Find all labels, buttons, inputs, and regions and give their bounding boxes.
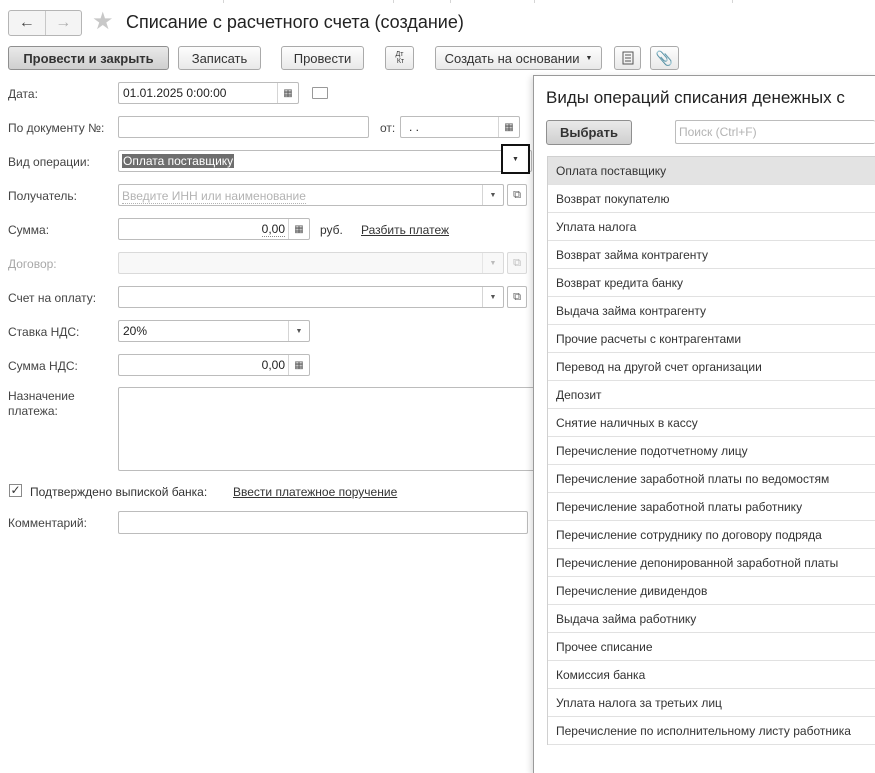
operation-type-dropdown-button[interactable]: [501, 144, 530, 174]
operation-types-list: [547, 156, 875, 745]
list-item[interactable]: Перечисление дивидендов: [548, 577, 875, 605]
save-button[interactable]: Записать: [178, 46, 261, 70]
confirmed-checkbox[interactable]: [9, 484, 22, 497]
list-item[interactable]: Выдача займа работнику: [548, 605, 875, 633]
calculator-icon[interactable]: ▦: [288, 355, 309, 375]
vat-rate-value: 20%: [123, 324, 148, 338]
operation-type-label: Вид операции:: [8, 155, 90, 169]
list-item[interactable]: Возврат покупателю: [548, 185, 875, 213]
list-item[interactable]: Перечисление сотруднику по договору подряда: [548, 521, 875, 549]
doc-date-value: . .: [409, 120, 420, 134]
open-window-icon: ⧉: [513, 290, 521, 303]
doc-number-label: По документу №:: [8, 121, 105, 135]
dropdown-search-placeholder: Поиск (Ctrl+F): [679, 125, 757, 139]
open-recipient-button[interactable]: [507, 184, 527, 206]
list-item[interactable]: Депозит: [548, 381, 875, 409]
select-button[interactable]: Выбрать: [546, 120, 632, 145]
purpose-label-line2: платежа:: [8, 404, 58, 418]
date-label: Дата:: [8, 87, 38, 101]
invoice-label: Счет на оплату:: [8, 291, 97, 305]
dt-kt-icon: Дт Кт: [394, 51, 405, 65]
list-item[interactable]: Комиссия банка: [548, 661, 875, 689]
purpose-textarea[interactable]: [118, 387, 538, 471]
vat-amount-input[interactable]: [118, 354, 310, 376]
recipient-input[interactable]: [118, 184, 504, 206]
date-field[interactable]: [118, 82, 299, 104]
comment-input[interactable]: [118, 511, 528, 534]
list-item[interactable]: Возврат кредита банку: [548, 269, 875, 297]
favorite-star-icon[interactable]: ★: [92, 8, 114, 35]
document-structure-icon: [621, 51, 635, 65]
calendar-icon[interactable]: ▦: [498, 117, 519, 137]
forward-arrow-icon[interactable]: →: [45, 11, 82, 35]
checkmark-icon: ✓: [10, 483, 21, 497]
create-based-on-button[interactable]: [435, 46, 602, 70]
nav-buttons: [8, 10, 82, 36]
vat-rate-select[interactable]: [118, 320, 310, 342]
post-and-close-button[interactable]: Провести и закрыть: [8, 46, 169, 70]
invoice-input[interactable]: [118, 286, 504, 308]
keyboard-icon[interactable]: [312, 87, 328, 99]
list-item[interactable]: Прочее списание: [548, 633, 875, 661]
amount-value: 0,00: [261, 222, 285, 236]
purpose-label-line1: Назначение: [8, 389, 75, 403]
operation-type-select[interactable]: [118, 150, 532, 172]
contract-label: Договор:: [8, 257, 57, 271]
create-based-on-label: Создать на основании: [444, 50, 580, 66]
doc-date-label: от:: [380, 121, 396, 135]
paperclip-icon: 📎: [655, 49, 674, 66]
contract-input: [118, 252, 504, 274]
calendar-icon[interactable]: ▦: [277, 83, 298, 103]
open-window-icon: ⧉: [513, 256, 521, 269]
doc-date-field[interactable]: [400, 116, 520, 138]
confirmed-label: Подтверждено выпиской банка:: [30, 485, 208, 499]
doc-number-input[interactable]: [118, 116, 369, 138]
list-item[interactable]: Снятие наличных в кассу: [548, 409, 875, 437]
open-window-icon: ⧉: [513, 188, 521, 201]
chevron-down-icon: ▼: [585, 54, 593, 62]
operation-type-value: Оплата поставщику: [123, 154, 234, 168]
window-top-border: [0, 0, 875, 3]
dropdown-title: Виды операций списания денежных с: [546, 88, 845, 107]
vat-rate-label: Ставка НДС:: [8, 325, 80, 339]
list-item[interactable]: Перечисление по исполнительному листу работника: [548, 717, 875, 745]
recipient-placeholder: Введите ИНН или наименование: [122, 189, 306, 203]
list-item[interactable]: Уплата налога за третьих лиц: [548, 689, 875, 717]
list-item[interactable]: Перечисление депонированной заработной платы: [548, 549, 875, 577]
dt-kt-button[interactable]: [385, 46, 414, 70]
amount-label: Сумма:: [8, 223, 50, 237]
list-item[interactable]: Уплата налога: [548, 213, 875, 241]
open-invoice-button[interactable]: [507, 286, 527, 308]
dropdown-search-input[interactable]: [675, 120, 875, 144]
attach-button[interactable]: [650, 46, 679, 70]
chevron-down-icon[interactable]: ▼: [482, 185, 503, 205]
list-item[interactable]: Перечисление подотчетному лицу: [548, 437, 875, 465]
currency-label: руб.: [320, 223, 343, 237]
back-arrow-icon[interactable]: ←: [18, 14, 35, 31]
calculator-icon[interactable]: ▦: [288, 219, 309, 239]
list-item[interactable]: Возврат займа контрагенту: [548, 241, 875, 269]
vat-amount-label: Сумма НДС:: [8, 359, 78, 373]
chevron-down-icon[interactable]: ▼: [482, 287, 503, 307]
list-item[interactable]: Оплата поставщику: [548, 157, 875, 185]
post-button[interactable]: Провести: [281, 46, 364, 70]
comment-label: Комментарий:: [8, 516, 87, 530]
date-value: 01.01.2025 0:00:00: [123, 86, 227, 100]
chevron-down-icon: ▼: [512, 155, 519, 163]
structure-button[interactable]: [614, 46, 641, 70]
split-payment-link[interactable]: Разбить платеж: [361, 223, 450, 237]
open-contract-button: [507, 252, 527, 274]
list-item[interactable]: Прочие расчеты с контрагентами: [548, 325, 875, 353]
vat-amount-value: 0,00: [261, 358, 285, 372]
chevron-down-icon: ▼: [482, 253, 503, 273]
recipient-label: Получатель:: [8, 189, 77, 203]
chevron-down-icon[interactable]: ▼: [288, 321, 309, 341]
enter-payment-order-link[interactable]: Ввести платежное поручение: [233, 485, 398, 499]
amount-input[interactable]: [118, 218, 310, 240]
list-item[interactable]: Перечисление заработной платы работнику: [548, 493, 875, 521]
list-item[interactable]: Перечисление заработной платы по ведомостям: [548, 465, 875, 493]
list-item[interactable]: Перевод на другой счет организации: [548, 353, 875, 381]
list-item[interactable]: Выдача займа контрагенту: [548, 297, 875, 325]
page-title: Списание с расчетного счета (создание): [126, 12, 464, 32]
